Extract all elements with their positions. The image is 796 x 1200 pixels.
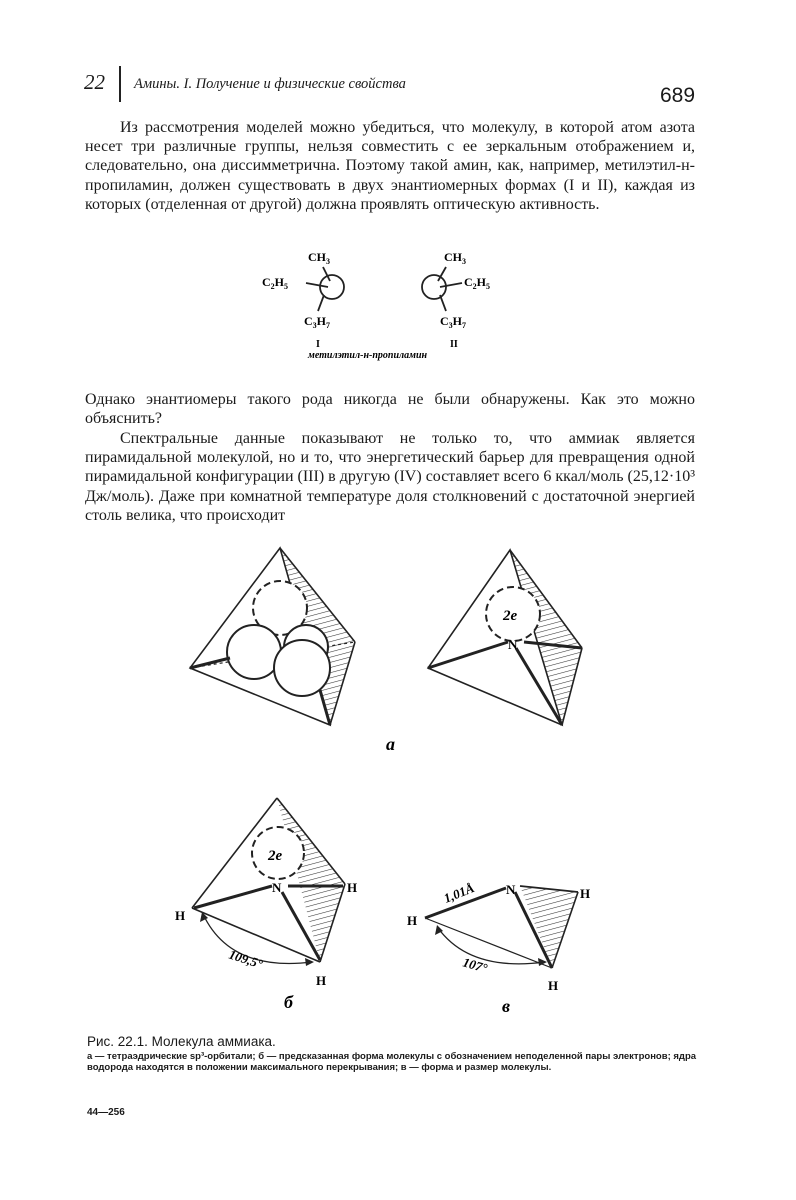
- figure-c-bond-length: 1,01Å: [441, 880, 477, 906]
- structure-label-ii: II: [450, 339, 458, 350]
- figure-b-h-right: H: [347, 880, 358, 895]
- figure-caption-title: Рис. 22.1. Молекула аммиака.: [87, 1034, 276, 1049]
- i-ch3: $CH_3$: [308, 250, 330, 266]
- figure-c-angle: 107°: [461, 954, 490, 976]
- structures-caption: метилэтил-н-пропиламин: [308, 350, 428, 361]
- paragraph-3: Спектральные данные показывают не только то, что аммиак является пирамидальной молекулой, но и то, что энергетический барьер для превращения одной пирамидальной конфигурации (III) в другую (IV) составляет всего 6 ккал/моль (25,12·10³ Дж/моль). Даже при комнатной температуре доля столкновений с достаточной энергией столь велика, что происходит: [85, 430, 696, 524]
- i-c2h5: $C_2H_5$: [262, 275, 289, 291]
- sublabel-a: а: [386, 734, 395, 754]
- chapter-title: Амины. I. Получение и физические свойства: [134, 76, 406, 92]
- chapter-number: 22: [84, 70, 105, 94]
- figure-c-h-left: H: [407, 913, 418, 928]
- figure-a-orbitals: [190, 548, 355, 725]
- ii-c2h5: $C_2H_5$: [464, 275, 491, 291]
- figure-caption-body: а — тетраэдрические sp³-орбитали; б — предсказанная форма молекулы с обозначением неподеленной пары электронов; ядра водорода находятся в положении максимального перекрывания; в — форма и размер молекулы.: [87, 1051, 697, 1073]
- figure-b-h-left: H: [175, 908, 186, 923]
- figure-b-h-bottom: H: [316, 973, 327, 988]
- paragraph-1: Из рассмотрения моделей можно убедиться, что молекулу, в которой атом азота несет три различные группы, нельзя совместить с ее зеркальным отображением и, следовательно, она диссимметрична. Поэтому такой амин, как, например, метилэтил-н-пропиламин, должен существовать в двух энантиомерных формах (I и II), каждая из которых (отделенная от другой) должна проявлять оптическую активность.: [85, 119, 695, 213]
- sublabel-b: б: [284, 992, 293, 1012]
- figure-a-2e: 2e: [503, 608, 518, 624]
- figure-c-n: N: [506, 882, 516, 897]
- figure-c-actual: [407, 880, 590, 993]
- figure-b-angle: 109,5°: [227, 946, 265, 972]
- page-number: 689: [660, 84, 696, 107]
- figure-a-lone-pair: [428, 550, 582, 725]
- ii-c3h7: $C_3H_7$: [440, 314, 467, 330]
- figure-b-predicted: [175, 798, 357, 988]
- figure-c-h-right: H: [580, 886, 591, 901]
- sublabel-c: в: [502, 996, 511, 1016]
- figure-a-n: N: [508, 637, 518, 652]
- print-code: 44—256: [87, 1107, 125, 1118]
- ii-ch3: $CH_3$: [444, 250, 466, 266]
- paragraph-2: Однако энантиомеры такого рода никогда не были обнаружены. Как это можно объяснить?: [85, 391, 695, 428]
- figure-b-n: N: [272, 880, 282, 895]
- figure-c-h-bottom: H: [548, 978, 559, 993]
- structure-label-i: I: [316, 339, 320, 350]
- i-c3h7: $C_3H_7$: [304, 314, 331, 330]
- figure-b-2e: 2e: [268, 848, 283, 864]
